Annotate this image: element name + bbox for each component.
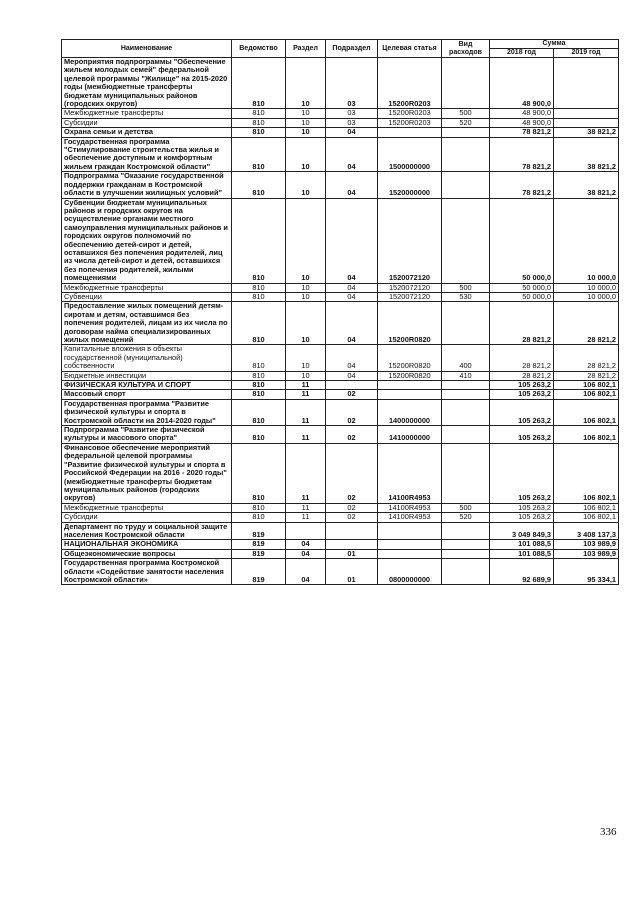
cell-podrazdel — [326, 381, 378, 390]
cell-vid — [442, 559, 490, 585]
cell-name: Общеэкономические вопросы — [62, 549, 232, 558]
cell-sum-2019: 106 802,1 — [554, 503, 619, 512]
cell-razdel: 10 — [286, 137, 326, 172]
cell-target: 1520072120 — [378, 198, 442, 283]
cell-razdel: 10 — [286, 292, 326, 301]
cell-razdel: 04 — [286, 540, 326, 549]
cell-sum-2018: 28 821,2 — [490, 371, 554, 380]
cell-razdel: 04 — [286, 559, 326, 585]
cell-vedomstvo: 810 — [232, 399, 286, 425]
cell-vid: 500 — [442, 503, 490, 512]
cell-razdel: 10 — [286, 198, 326, 283]
cell-vid — [442, 302, 490, 345]
cell-sum-2018: 50 000,0 — [490, 292, 554, 301]
cell-target: 1520072120 — [378, 283, 442, 292]
cell-razdel: 10 — [286, 58, 326, 109]
cell-sum-2018: 48 900,0 — [490, 58, 554, 109]
cell-name: Мероприятия подпрограммы "Обеспечение жильем молодых семей" федеральной целевой программы "Жилище" на 2015-2020 годы (межбюджетные трансферты бюджетам муниципальных районов (городских округов) — [62, 58, 232, 109]
col-vid-header: Вид расходов — [442, 40, 490, 58]
cell-podrazdel: 02 — [326, 513, 378, 522]
col-2019-header: 2019 год — [554, 49, 619, 58]
cell-sum-2019: 10 000,0 — [554, 283, 619, 292]
cell-sum-2018: 105 263,2 — [490, 503, 554, 512]
cell-target — [378, 381, 442, 390]
cell-target: 0800000000 — [378, 559, 442, 585]
cell-razdel — [286, 522, 326, 540]
cell-name: ФИЗИЧЕСКАЯ КУЛЬТУРА И СПОРТ — [62, 381, 232, 390]
col-target-header: Целевая статья — [378, 40, 442, 58]
table-row — [62, 198, 619, 283]
cell-vedomstvo: 810 — [232, 118, 286, 127]
cell-podrazdel: 04 — [326, 283, 378, 292]
cell-podrazdel: 03 — [326, 118, 378, 127]
table-row — [62, 118, 619, 127]
cell-razdel: 04 — [286, 549, 326, 558]
cell-podrazdel: 04 — [326, 345, 378, 371]
col-podrazdel-header: Подраздел — [326, 40, 378, 58]
cell-sum-2019 — [554, 58, 619, 109]
cell-vedomstvo: 810 — [232, 137, 286, 172]
cell-sum-2018: 101 088,5 — [490, 549, 554, 558]
cell-sum-2018: 28 821,2 — [490, 345, 554, 371]
table-row — [62, 522, 619, 540]
table-row — [62, 345, 619, 371]
cell-target: 1520072120 — [378, 292, 442, 301]
cell-vedomstvo: 819 — [232, 559, 286, 585]
cell-name: Субсидии — [62, 118, 232, 127]
cell-razdel: 10 — [286, 371, 326, 380]
table-row — [62, 172, 619, 198]
cell-name: Подпрограмма "Оказание государственной поддержки гражданам в Костромской области в улучшении жилищных условий" — [62, 172, 232, 198]
cell-vedomstvo: 810 — [232, 443, 286, 503]
col-name-header: Наименование — [62, 40, 232, 58]
cell-podrazdel: 02 — [326, 390, 378, 399]
cell-sum-2019: 106 802,1 — [554, 513, 619, 522]
cell-vedomstvo: 810 — [232, 390, 286, 399]
cell-podrazdel: 04 — [326, 137, 378, 172]
cell-podrazdel: 04 — [326, 302, 378, 345]
cell-vid: 400 — [442, 345, 490, 371]
cell-podrazdel: 01 — [326, 549, 378, 558]
cell-sum-2019: 95 334,1 — [554, 559, 619, 585]
table-row — [62, 503, 619, 512]
cell-podrazdel: 04 — [326, 172, 378, 198]
table-row — [62, 302, 619, 345]
cell-razdel: 10 — [286, 283, 326, 292]
cell-sum-2019: 3 408 137,3 — [554, 522, 619, 540]
cell-razdel: 11 — [286, 443, 326, 503]
cell-razdel: 11 — [286, 426, 326, 444]
table-body — [62, 58, 619, 585]
cell-podrazdel: 01 — [326, 559, 378, 585]
cell-razdel: 10 — [286, 118, 326, 127]
cell-name: Массовый спорт — [62, 390, 232, 399]
cell-name: Субвенции — [62, 292, 232, 301]
cell-name: Субсидии — [62, 513, 232, 522]
table-row — [62, 283, 619, 292]
cell-name: Государственная программа "Развитие физической культуры и спорта в Костромской области на 2014-2020 годы" — [62, 399, 232, 425]
cell-sum-2019: 106 802,1 — [554, 390, 619, 399]
cell-name: Государственная программа "Стимулирование строительства жилья и обеспечение доступным и комфортным жильем граждан Костромской области" — [62, 137, 232, 172]
cell-vedomstvo: 810 — [232, 58, 286, 109]
cell-sum-2018: 105 263,2 — [490, 399, 554, 425]
cell-vedomstvo: 819 — [232, 549, 286, 558]
cell-target: 15200R0820 — [378, 302, 442, 345]
cell-vedomstvo: 810 — [232, 172, 286, 198]
cell-podrazdel: 04 — [326, 371, 378, 380]
cell-podrazdel: 02 — [326, 426, 378, 444]
cell-sum-2019 — [554, 109, 619, 118]
table-row — [62, 443, 619, 503]
table-row — [62, 292, 619, 301]
page-number: 336 — [600, 826, 617, 838]
cell-razdel: 11 — [286, 381, 326, 390]
cell-target — [378, 549, 442, 558]
cell-vedomstvo: 810 — [232, 503, 286, 512]
cell-sum-2019: 28 821,2 — [554, 345, 619, 371]
cell-sum-2018: 92 689,9 — [490, 559, 554, 585]
cell-vedomstvo: 819 — [232, 522, 286, 540]
table-row — [62, 137, 619, 172]
cell-vid — [442, 426, 490, 444]
cell-sum-2019: 38 821,2 — [554, 172, 619, 198]
cell-sum-2019: 10 000,0 — [554, 198, 619, 283]
cell-target: 14100R4953 — [378, 513, 442, 522]
cell-vid — [442, 399, 490, 425]
cell-vedomstvo: 810 — [232, 302, 286, 345]
cell-vedomstvo: 810 — [232, 513, 286, 522]
cell-vid — [442, 137, 490, 172]
cell-sum-2019 — [554, 118, 619, 127]
cell-sum-2018: 78 821,2 — [490, 172, 554, 198]
cell-target: 14100R4953 — [378, 503, 442, 512]
cell-vid: 520 — [442, 513, 490, 522]
cell-sum-2019: 38 821,2 — [554, 137, 619, 172]
cell-vid — [442, 198, 490, 283]
table-row — [62, 559, 619, 585]
cell-sum-2019: 28 821,2 — [554, 371, 619, 380]
cell-vid: 530 — [442, 292, 490, 301]
cell-razdel: 11 — [286, 390, 326, 399]
cell-vid — [442, 172, 490, 198]
cell-sum-2018: 48 900,0 — [490, 109, 554, 118]
cell-podrazdel: 02 — [326, 503, 378, 512]
table-row — [62, 513, 619, 522]
cell-name: Межбюджетные трансферты — [62, 283, 232, 292]
cell-target — [378, 390, 442, 399]
col-2018-header: 2018 год — [490, 49, 554, 58]
cell-podrazdel — [326, 522, 378, 540]
cell-name: Межбюджетные трансферты — [62, 109, 232, 118]
cell-podrazdel: 02 — [326, 399, 378, 425]
header-row — [62, 40, 619, 49]
cell-vedomstvo: 810 — [232, 198, 286, 283]
cell-vedomstvo: 810 — [232, 109, 286, 118]
cell-sum-2019: 103 989,9 — [554, 540, 619, 549]
cell-target: 15200R0820 — [378, 371, 442, 380]
cell-target: 1500000000 — [378, 137, 442, 172]
cell-razdel: 11 — [286, 399, 326, 425]
cell-vid: 500 — [442, 283, 490, 292]
cell-vid — [442, 128, 490, 137]
cell-target — [378, 522, 442, 540]
cell-name: Бюджетные инвестиции — [62, 371, 232, 380]
cell-sum-2018: 101 088,5 — [490, 540, 554, 549]
cell-name: Капитальные вложения в объекты государственной (муниципальной) собственности — [62, 345, 232, 371]
cell-sum-2018: 50 000,0 — [490, 198, 554, 283]
cell-target — [378, 128, 442, 137]
cell-vid — [442, 540, 490, 549]
cell-sum-2018: 28 821,2 — [490, 302, 554, 345]
cell-sum-2018: 105 263,2 — [490, 513, 554, 522]
cell-name: Подпрограмма "Развитие физической культуры и массового спорта" — [62, 426, 232, 444]
cell-sum-2018: 105 263,2 — [490, 443, 554, 503]
cell-vedomstvo: 810 — [232, 292, 286, 301]
cell-target — [378, 540, 442, 549]
cell-target: 14100R4953 — [378, 443, 442, 503]
cell-name: Межбюджетные трансферты — [62, 503, 232, 512]
cell-vid: 410 — [442, 371, 490, 380]
table-row — [62, 390, 619, 399]
cell-target: 15200R0203 — [378, 109, 442, 118]
cell-razdel: 10 — [286, 172, 326, 198]
cell-vid — [442, 443, 490, 503]
cell-vid — [442, 381, 490, 390]
cell-sum-2019: 106 802,1 — [554, 426, 619, 444]
cell-name: Государственная программа Костромской области «Содействие занятости населения Костромской области» — [62, 559, 232, 585]
cell-vid — [442, 549, 490, 558]
cell-podrazdel: 03 — [326, 109, 378, 118]
cell-podrazdel — [326, 540, 378, 549]
cell-razdel: 10 — [286, 109, 326, 118]
cell-sum-2019: 10 000,0 — [554, 292, 619, 301]
cell-name: НАЦИОНАЛЬНАЯ ЭКОНОМИКА — [62, 540, 232, 549]
cell-sum-2018: 48 900,0 — [490, 118, 554, 127]
cell-vedomstvo: 810 — [232, 345, 286, 371]
cell-vedomstvo: 810 — [232, 426, 286, 444]
cell-sum-2018: 105 263,2 — [490, 381, 554, 390]
table-row — [62, 109, 619, 118]
col-summa-header: Сумма — [490, 40, 619, 49]
table-row — [62, 540, 619, 549]
cell-vedomstvo: 810 — [232, 371, 286, 380]
table-row — [62, 549, 619, 558]
cell-razdel: 11 — [286, 503, 326, 512]
cell-target: 15200R0203 — [378, 58, 442, 109]
cell-name: Субвенции бюджетам муниципальных районов и городских округов на осуществление органами местного самоуправления муниципальных районов и городских округов полномочий по обеспечению детей-сирот и детей, оставшихся без попечения родителей, лиц из числа детей-сирот и детей, оставшихся без попечения родителей, жилыми помещениями — [62, 198, 232, 283]
col-razdel-header: Раздел — [286, 40, 326, 58]
cell-vedomstvo: 810 — [232, 283, 286, 292]
cell-sum-2019: 28 821,2 — [554, 302, 619, 345]
cell-vid: 520 — [442, 118, 490, 127]
cell-podrazdel: 02 — [326, 443, 378, 503]
table-row — [62, 371, 619, 380]
cell-razdel: 10 — [286, 345, 326, 371]
cell-sum-2019: 38 821,2 — [554, 128, 619, 137]
cell-vid — [442, 58, 490, 109]
table-row — [62, 128, 619, 137]
cell-target: 15200R0203 — [378, 118, 442, 127]
cell-sum-2019: 103 989,9 — [554, 549, 619, 558]
cell-vid — [442, 522, 490, 540]
cell-razdel: 10 — [286, 302, 326, 345]
cell-sum-2018: 3 049 849,3 — [490, 522, 554, 540]
cell-vedomstvo: 810 — [232, 128, 286, 137]
cell-name: Финансовое обеспечение мероприятий федеральной целевой программы "Развитие физической культуры и спорта в Российской Федерации на 2016 - 2020 годы" (межбюджетные трансферты бюджетам муниципальных районов (городских округов) — [62, 443, 232, 503]
table-row — [62, 58, 619, 109]
cell-podrazdel: 03 — [326, 58, 378, 109]
cell-sum-2018: 50 000,0 — [490, 283, 554, 292]
cell-name: Предоставление жилых помещений детям-сиротам и детям, оставшимся без попечения родителей, лицам из их числа по договорам найма специализированных жилых помещений — [62, 302, 232, 345]
cell-sum-2018: 78 821,2 — [490, 128, 554, 137]
cell-sum-2018: 105 263,2 — [490, 390, 554, 399]
table-row — [62, 399, 619, 425]
cell-target: 15200R0820 — [378, 345, 442, 371]
cell-razdel: 11 — [286, 513, 326, 522]
cell-name: Департамент по труду и социальной защите населения Костромской области — [62, 522, 232, 540]
cell-vid — [442, 390, 490, 399]
cell-name: Охрана семьи и детства — [62, 128, 232, 137]
cell-vedomstvo: 819 — [232, 540, 286, 549]
cell-vid: 500 — [442, 109, 490, 118]
cell-sum-2019: 106 802,1 — [554, 443, 619, 503]
cell-target: 1410000000 — [378, 426, 442, 444]
cell-vedomstvo: 810 — [232, 381, 286, 390]
cell-podrazdel: 04 — [326, 128, 378, 137]
cell-sum-2019: 106 802,1 — [554, 399, 619, 425]
cell-podrazdel: 04 — [326, 198, 378, 283]
cell-target: 1520000000 — [378, 172, 442, 198]
cell-target: 1400000000 — [378, 399, 442, 425]
cell-sum-2018: 105 263,2 — [490, 426, 554, 444]
table-row — [62, 381, 619, 390]
cell-sum-2018: 78 821,2 — [490, 137, 554, 172]
cell-sum-2019: 106 802,1 — [554, 381, 619, 390]
budget-table — [61, 39, 619, 585]
table-row — [62, 426, 619, 444]
cell-razdel: 10 — [286, 128, 326, 137]
cell-podrazdel: 04 — [326, 292, 378, 301]
col-vedomstvo-header: Ведомство — [232, 40, 286, 58]
